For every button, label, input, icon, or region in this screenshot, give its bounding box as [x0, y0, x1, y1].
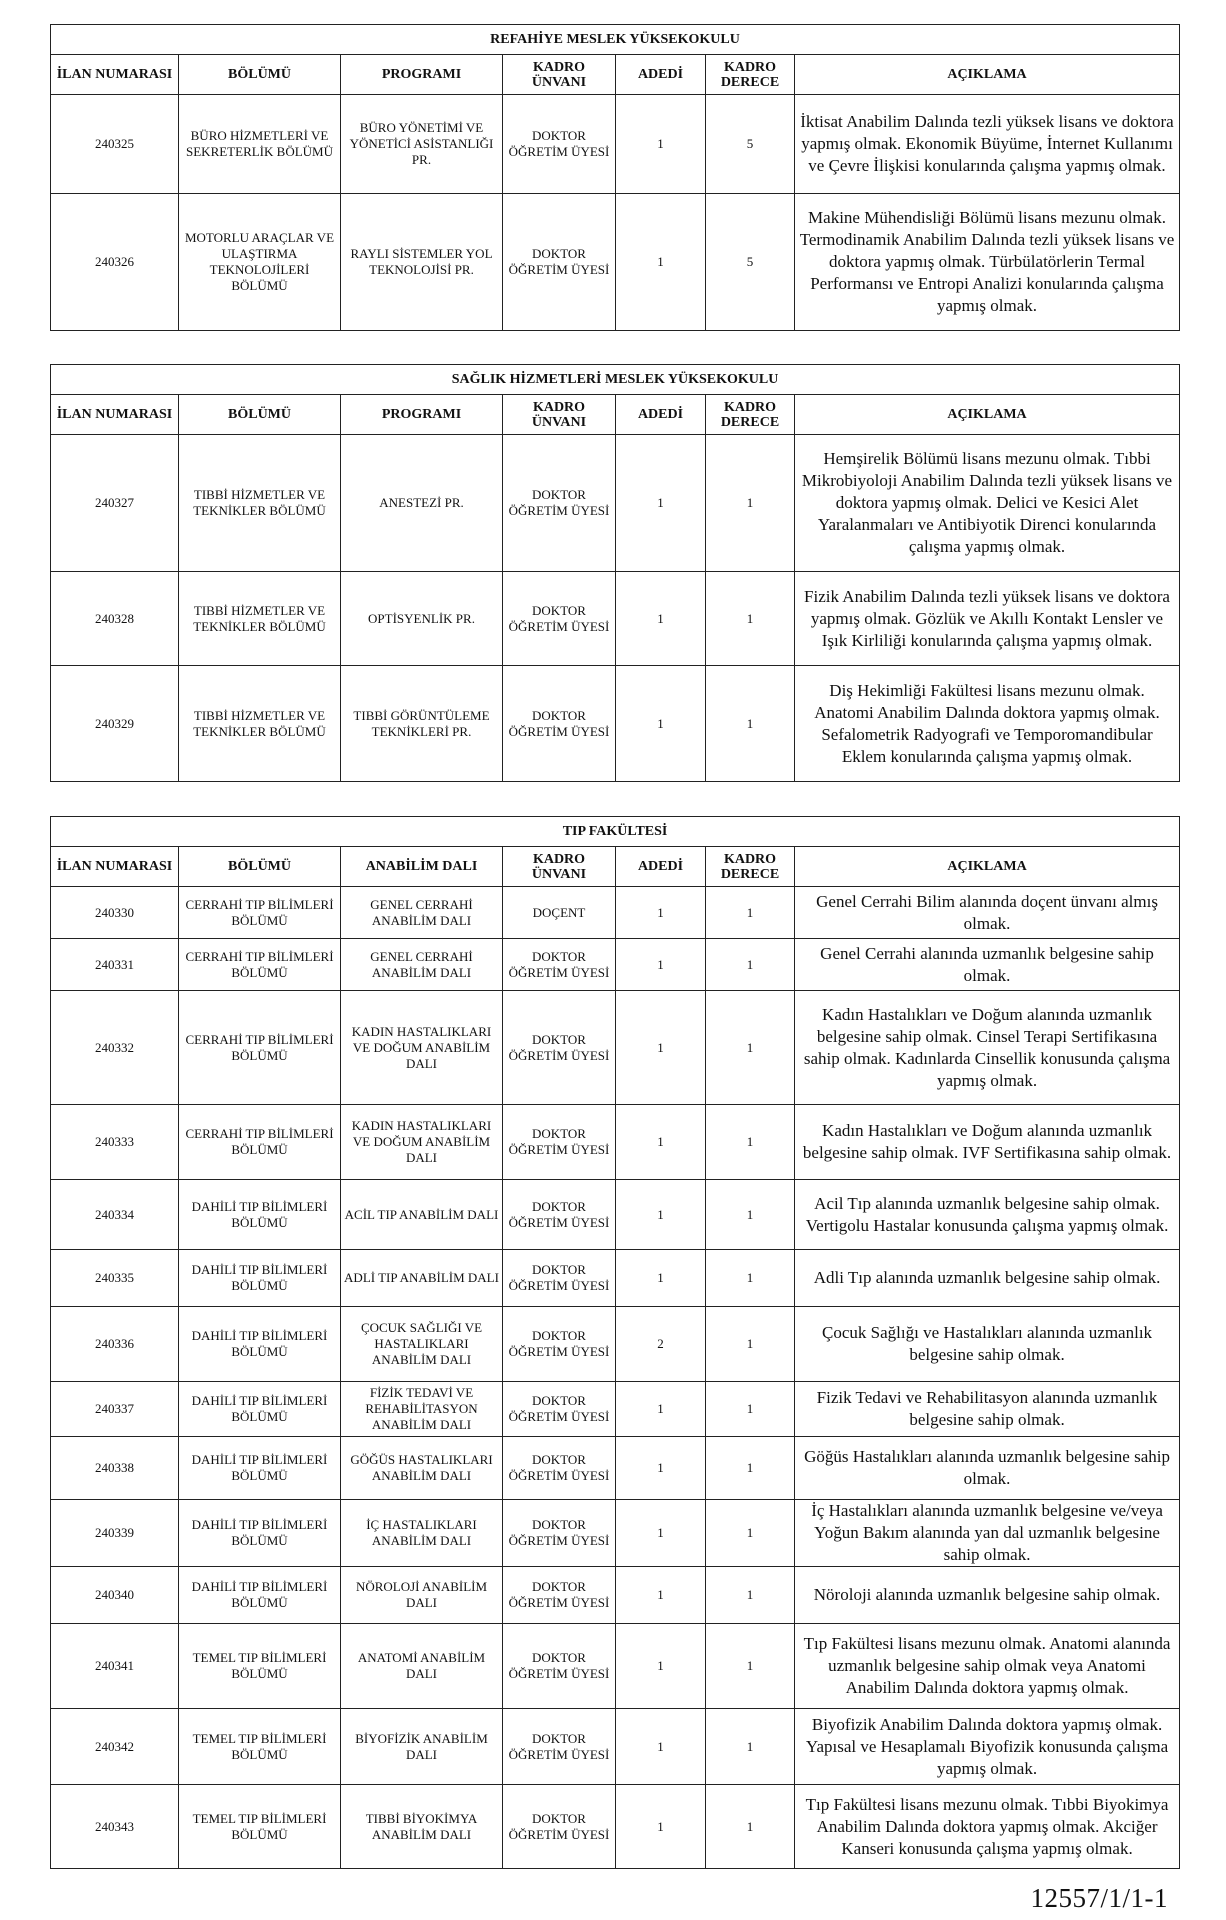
cell-kadro-derece: 5	[706, 194, 795, 331]
cell-adedi: 1	[616, 991, 706, 1105]
cell-adedi: 1	[616, 1382, 706, 1437]
header-bolumu: BÖLÜMÜ	[179, 395, 341, 435]
section-tip-fakultesi	[50, 816, 1179, 1869]
section-title: TIP FAKÜLTESİ	[51, 817, 1180, 847]
cell-program: OPTİSYENLİK PR.	[341, 572, 503, 666]
table-row	[51, 666, 1180, 782]
cell-aciklama: Biyofizik Anabilim Dalında doktora yapmış olmak. Yapısal ve Hesaplamalı Biyofizik konusunda çalışma yapmış olmak.	[795, 1709, 1180, 1785]
cell-kadro-derece: 1	[706, 1180, 795, 1250]
cell-program: ACİL TIP ANABİLİM DALI	[341, 1180, 503, 1250]
cell-kadro-derece: 1	[706, 1500, 795, 1567]
cell-bolumu: DAHİLİ TIP BİLİMLERİ BÖLÜMÜ	[179, 1307, 341, 1382]
cell-kadro-unvani: DOKTOR ÖĞRETİM ÜYESİ	[503, 435, 616, 572]
positions-table	[50, 364, 1180, 782]
table-row	[51, 1180, 1180, 1250]
table-row	[51, 1567, 1180, 1624]
cell-bolumu: TIBBİ HİZMETLER VE TEKNİKLER BÖLÜMÜ	[179, 666, 341, 782]
cell-ilan-numarasi: 240327	[51, 435, 179, 572]
cell-kadro-unvani: DOKTOR ÖĞRETİM ÜYESİ	[503, 1785, 616, 1869]
header-kadro-unvani: KADRO ÜNVANI	[503, 55, 616, 95]
table-row	[51, 1500, 1180, 1567]
cell-adedi: 1	[616, 1437, 706, 1500]
cell-program: BİYOFİZİK ANABİLİM DALI	[341, 1709, 503, 1785]
cell-bolumu: TEMEL TIP BİLİMLERİ BÖLÜMÜ	[179, 1709, 341, 1785]
cell-program: ANESTEZİ PR.	[341, 435, 503, 572]
header-adedi: ADEDİ	[616, 847, 706, 887]
header-aciklama: AÇIKLAMA	[795, 395, 1180, 435]
cell-adedi: 1	[616, 572, 706, 666]
cell-kadro-unvani: DOKTOR ÖĞRETİM ÜYESİ	[503, 1437, 616, 1500]
cell-bolumu: CERRAHİ TIP BİLİMLERİ BÖLÜMÜ	[179, 1105, 341, 1180]
table-row	[51, 95, 1180, 194]
cell-aciklama: Diş Hekimliği Fakültesi lisans mezunu olmak. Anatomi Anabilim Dalında doktora yapmış olmak. Sefalometrik Radyografi ve Temporomandibular Eklem konularında çalışma yapmış olmak.	[795, 666, 1180, 782]
cell-adedi: 1	[616, 1500, 706, 1567]
cell-aciklama: Göğüs Hastalıkları alanında uzmanlık belgesine sahip olmak.	[795, 1437, 1180, 1500]
cell-kadro-unvani: DOKTOR ÖĞRETİM ÜYESİ	[503, 1709, 616, 1785]
cell-kadro-unvani: DOKTOR ÖĞRETİM ÜYESİ	[503, 95, 616, 194]
cell-ilan-numarasi: 240339	[51, 1500, 179, 1567]
cell-aciklama: Adli Tıp alanında uzmanlık belgesine sahip olmak.	[795, 1250, 1180, 1307]
cell-kadro-derece: 1	[706, 1105, 795, 1180]
cell-kadro-derece: 1	[706, 1709, 795, 1785]
cell-aciklama: Genel Cerrahi alanında uzmanlık belgesine sahip olmak.	[795, 939, 1180, 991]
cell-program: TIBBİ GÖRÜNTÜLEME TEKNİKLERİ PR.	[341, 666, 503, 782]
cell-ilan-numarasi: 240340	[51, 1567, 179, 1624]
section-saglik	[50, 364, 1179, 782]
positions-table	[50, 816, 1180, 1869]
cell-kadro-derece: 5	[706, 95, 795, 194]
cell-ilan-numarasi: 240326	[51, 194, 179, 331]
cell-aciklama: İç Hastalıkları alanında uzmanlık belgesine ve/veya Yoğun Bakım alanında yan dal uzmanlık belgesine sahip olmak.	[795, 1500, 1180, 1567]
table-row	[51, 435, 1180, 572]
table-row	[51, 1307, 1180, 1382]
cell-ilan-numarasi: 240341	[51, 1624, 179, 1709]
cell-adedi: 1	[616, 435, 706, 572]
header-bolumu: BÖLÜMÜ	[179, 847, 341, 887]
cell-bolumu: BÜRO HİZMETLERİ VE SEKRETERLİK BÖLÜMÜ	[179, 95, 341, 194]
header-kadro-derece: KADRO DERECE	[706, 847, 795, 887]
cell-ilan-numarasi: 240342	[51, 1709, 179, 1785]
header-program: PROGRAMI	[341, 395, 503, 435]
cell-adedi: 1	[616, 1709, 706, 1785]
cell-kadro-unvani: DOKTOR ÖĞRETİM ÜYESİ	[503, 991, 616, 1105]
cell-adedi: 1	[616, 939, 706, 991]
cell-bolumu: DAHİLİ TIP BİLİMLERİ BÖLÜMÜ	[179, 1382, 341, 1437]
positions-table	[50, 24, 1180, 331]
cell-kadro-unvani: DOKTOR ÖĞRETİM ÜYESİ	[503, 939, 616, 991]
header-aciklama: AÇIKLAMA	[795, 55, 1180, 95]
cell-kadro-unvani: DOKTOR ÖĞRETİM ÜYESİ	[503, 1105, 616, 1180]
header-ilan-numarasi: İLAN NUMARASI	[51, 55, 179, 95]
cell-ilan-numarasi: 240335	[51, 1250, 179, 1307]
cell-aciklama: Çocuk Sağlığı ve Hastalıkları alanında uzmanlık belgesine sahip olmak.	[795, 1307, 1180, 1382]
cell-adedi: 1	[616, 666, 706, 782]
cell-adedi: 2	[616, 1307, 706, 1382]
cell-kadro-unvani: DOKTOR ÖĞRETİM ÜYESİ	[503, 1624, 616, 1709]
cell-aciklama: Kadın Hastalıkları ve Doğum alanında uzmanlık belgesine sahip olmak. Cinsel Terapi Sertifikasına sahip olmak. Kadınlarda Cinsellik konusunda çalışma yapmış olmak.	[795, 991, 1180, 1105]
table-row	[51, 1709, 1180, 1785]
cell-bolumu: DAHİLİ TIP BİLİMLERİ BÖLÜMÜ	[179, 1567, 341, 1624]
cell-aciklama: Acil Tıp alanında uzmanlık belgesine sahip olmak. Vertigolu Hastalar konusunda çalışma yapmış olmak.	[795, 1180, 1180, 1250]
section-refahiye	[50, 24, 1179, 331]
table-row	[51, 991, 1180, 1105]
header-kadro-unvani: KADRO ÜNVANI	[503, 395, 616, 435]
cell-kadro-unvani: DOKTOR ÖĞRETİM ÜYESİ	[503, 666, 616, 782]
cell-ilan-numarasi: 240330	[51, 887, 179, 939]
header-program: PROGRAMI	[341, 55, 503, 95]
cell-aciklama: Makine Mühendisliği Bölümü lisans mezunu olmak. Termodinamik Anabilim Dalında tezli yüksek lisans ve doktora yapmış olmak. Türbülatörlerin Termal Performansı ve Entropi Analizi konularında çalışma yapmış olmak.	[795, 194, 1180, 331]
cell-ilan-numarasi: 240337	[51, 1382, 179, 1437]
cell-kadro-derece: 1	[706, 1437, 795, 1500]
cell-aciklama: Fizik Tedavi ve Rehabilitasyon alanında uzmanlık belgesine sahip olmak.	[795, 1382, 1180, 1437]
cell-adedi: 1	[616, 887, 706, 939]
header-kadro-derece: KADRO DERECE	[706, 55, 795, 95]
cell-kadro-unvani: DOKTOR ÖĞRETİM ÜYESİ	[503, 1500, 616, 1567]
cell-kadro-derece: 1	[706, 435, 795, 572]
cell-program: ÇOCUK SAĞLIĞI VE HASTALIKLARI ANABİLİM DALI	[341, 1307, 503, 1382]
cell-kadro-derece: 1	[706, 991, 795, 1105]
table-row	[51, 939, 1180, 991]
cell-bolumu: CERRAHİ TIP BİLİMLERİ BÖLÜMÜ	[179, 887, 341, 939]
cell-bolumu: CERRAHİ TIP BİLİMLERİ BÖLÜMÜ	[179, 991, 341, 1105]
header-adedi: ADEDİ	[616, 395, 706, 435]
cell-bolumu: TIBBİ HİZMETLER VE TEKNİKLER BÖLÜMÜ	[179, 435, 341, 572]
cell-kadro-derece: 1	[706, 666, 795, 782]
cell-ilan-numarasi: 240334	[51, 1180, 179, 1250]
cell-adedi: 1	[616, 1105, 706, 1180]
cell-kadro-derece: 1	[706, 1307, 795, 1382]
cell-adedi: 1	[616, 194, 706, 331]
cell-kadro-derece: 1	[706, 939, 795, 991]
table-row	[51, 1250, 1180, 1307]
cell-aciklama: Fizik Anabilim Dalında tezli yüksek lisans ve doktora yapmış olmak. Gözlük ve Akıllı Kontakt Lensler ve Işık Kirliliği konularında çalışma yapmış olmak.	[795, 572, 1180, 666]
cell-program: ADLİ TIP ANABİLİM DALI	[341, 1250, 503, 1307]
table-row	[51, 194, 1180, 331]
cell-ilan-numarasi: 240332	[51, 991, 179, 1105]
cell-kadro-derece: 1	[706, 1382, 795, 1437]
cell-program: İÇ HASTALIKLARI ANABİLİM DALI	[341, 1500, 503, 1567]
cell-bolumu: CERRAHİ TIP BİLİMLERİ BÖLÜMÜ	[179, 939, 341, 991]
cell-kadro-derece: 1	[706, 1785, 795, 1869]
cell-kadro-unvani: DOKTOR ÖĞRETİM ÜYESİ	[503, 194, 616, 331]
cell-ilan-numarasi: 240336	[51, 1307, 179, 1382]
cell-bolumu: DAHİLİ TIP BİLİMLERİ BÖLÜMÜ	[179, 1250, 341, 1307]
header-aciklama: AÇIKLAMA	[795, 847, 1180, 887]
cell-bolumu: TEMEL TIP BİLİMLERİ BÖLÜMÜ	[179, 1785, 341, 1869]
header-ilan-numarasi: İLAN NUMARASI	[51, 395, 179, 435]
cell-bolumu: MOTORLU ARAÇLAR VE ULAŞTIRMA TEKNOLOJİLERİ BÖLÜMÜ	[179, 194, 341, 331]
table-row	[51, 1437, 1180, 1500]
cell-aciklama: Tıp Fakültesi lisans mezunu olmak. Anatomi alanında uzmanlık belgesine sahip olmak veya Anatomi Anabilim Dalında doktora yapmış olmak.	[795, 1624, 1180, 1709]
page-reference: 12557/1/1-1	[1030, 1883, 1168, 1913]
header-ilan-numarasi: İLAN NUMARASI	[51, 847, 179, 887]
cell-kadro-unvani: DOÇENT	[503, 887, 616, 939]
table-row	[51, 1382, 1180, 1437]
cell-kadro-unvani: DOKTOR ÖĞRETİM ÜYESİ	[503, 572, 616, 666]
cell-kadro-unvani: DOKTOR ÖĞRETİM ÜYESİ	[503, 1180, 616, 1250]
cell-aciklama: Tıp Fakültesi lisans mezunu olmak. Tıbbi Biyokimya Anabilim Dalında doktora yapmış olmak. Akciğer Kanseri konusunda çalışma yapmış olmak.	[795, 1785, 1180, 1869]
table-row	[51, 1105, 1180, 1180]
cell-ilan-numarasi: 240328	[51, 572, 179, 666]
cell-bolumu: TEMEL TIP BİLİMLERİ BÖLÜMÜ	[179, 1624, 341, 1709]
cell-program: NÖROLOJİ ANABİLİM DALI	[341, 1567, 503, 1624]
cell-aciklama: Nöroloji alanında uzmanlık belgesine sahip olmak.	[795, 1567, 1180, 1624]
table-row	[51, 887, 1180, 939]
header-kadro-derece: KADRO DERECE	[706, 395, 795, 435]
cell-adedi: 1	[616, 1785, 706, 1869]
cell-ilan-numarasi: 240325	[51, 95, 179, 194]
cell-kadro-unvani: DOKTOR ÖĞRETİM ÜYESİ	[503, 1250, 616, 1307]
cell-ilan-numarasi: 240331	[51, 939, 179, 991]
cell-ilan-numarasi: 240329	[51, 666, 179, 782]
header-program: ANABİLİM DALI	[341, 847, 503, 887]
cell-aciklama: Hemşirelik Bölümü lisans mezunu olmak. Tıbbi Mikrobiyoloji Anabilim Dalında tezli yüksek lisans ve doktora yapmış olmak. Delici ve Kesici Alet Yaralanmaları ve Antibiyotik Direnci konularında çalışma yapmış olmak.	[795, 435, 1180, 572]
cell-adedi: 1	[616, 95, 706, 194]
header-bolumu: BÖLÜMÜ	[179, 55, 341, 95]
cell-kadro-unvani: DOKTOR ÖĞRETİM ÜYESİ	[503, 1567, 616, 1624]
cell-program: KADIN HASTALIKLARI VE DOĞUM ANABİLİM DALI	[341, 991, 503, 1105]
cell-program: ANATOMİ ANABİLİM DALI	[341, 1624, 503, 1709]
cell-kadro-derece: 1	[706, 1624, 795, 1709]
section-title: REFAHİYE MESLEK YÜKSEKOKULU	[51, 25, 1180, 55]
cell-ilan-numarasi: 240338	[51, 1437, 179, 1500]
cell-bolumu: TIBBİ HİZMETLER VE TEKNİKLER BÖLÜMÜ	[179, 572, 341, 666]
header-adedi: ADEDİ	[616, 55, 706, 95]
cell-ilan-numarasi: 240343	[51, 1785, 179, 1869]
cell-kadro-unvani: DOKTOR ÖĞRETİM ÜYESİ	[503, 1307, 616, 1382]
cell-bolumu: DAHİLİ TIP BİLİMLERİ BÖLÜMÜ	[179, 1437, 341, 1500]
cell-program: BÜRO YÖNETİMİ VE YÖNETİCİ ASİSTANLIĞI PR.	[341, 95, 503, 194]
cell-aciklama: Kadın Hastalıkları ve Doğum alanında uzmanlık belgesine sahip olmak. IVF Sertifikasına sahip olmak.	[795, 1105, 1180, 1180]
cell-kadro-derece: 1	[706, 1250, 795, 1307]
cell-program: FİZİK TEDAVİ VE REHABİLİTASYON ANABİLİM DALI	[341, 1382, 503, 1437]
cell-program: RAYLI SİSTEMLER YOL TEKNOLOJİSİ PR.	[341, 194, 503, 331]
cell-program: KADIN HASTALIKLARI VE DOĞUM ANABİLİM DALI	[341, 1105, 503, 1180]
cell-program: GÖĞÜS HASTALIKLARI ANABİLİM DALI	[341, 1437, 503, 1500]
cell-bolumu: DAHİLİ TIP BİLİMLERİ BÖLÜMÜ	[179, 1500, 341, 1567]
cell-program: TIBBİ BİYOKİMYA ANABİLİM DALI	[341, 1785, 503, 1869]
cell-aciklama: Genel Cerrahi Bilim alanında doçent ünvanı almış olmak.	[795, 887, 1180, 939]
cell-kadro-unvani: DOKTOR ÖĞRETİM ÜYESİ	[503, 1382, 616, 1437]
table-row	[51, 572, 1180, 666]
cell-kadro-derece: 1	[706, 1567, 795, 1624]
cell-adedi: 1	[616, 1624, 706, 1709]
cell-adedi: 1	[616, 1180, 706, 1250]
cell-program: GENEL CERRAHİ ANABİLİM DALI	[341, 939, 503, 991]
cell-kadro-derece: 1	[706, 887, 795, 939]
cell-ilan-numarasi: 240333	[51, 1105, 179, 1180]
cell-adedi: 1	[616, 1567, 706, 1624]
cell-program: GENEL CERRAHİ ANABİLİM DALI	[341, 887, 503, 939]
cell-kadro-derece: 1	[706, 572, 795, 666]
cell-aciklama: İktisat Anabilim Dalında tezli yüksek lisans ve doktora yapmış olmak. Ekonomik Büyüme, İnternet Kullanımı ve Çevre İlişkisi konularında çalışma yapmış olmak.	[795, 95, 1180, 194]
section-title: SAĞLIK HİZMETLERİ MESLEK YÜKSEKOKULU	[51, 365, 1180, 395]
cell-bolumu: DAHİLİ TIP BİLİMLERİ BÖLÜMÜ	[179, 1180, 341, 1250]
cell-adedi: 1	[616, 1250, 706, 1307]
table-row	[51, 1624, 1180, 1709]
table-row	[51, 1785, 1180, 1869]
header-kadro-unvani: KADRO ÜNVANI	[503, 847, 616, 887]
